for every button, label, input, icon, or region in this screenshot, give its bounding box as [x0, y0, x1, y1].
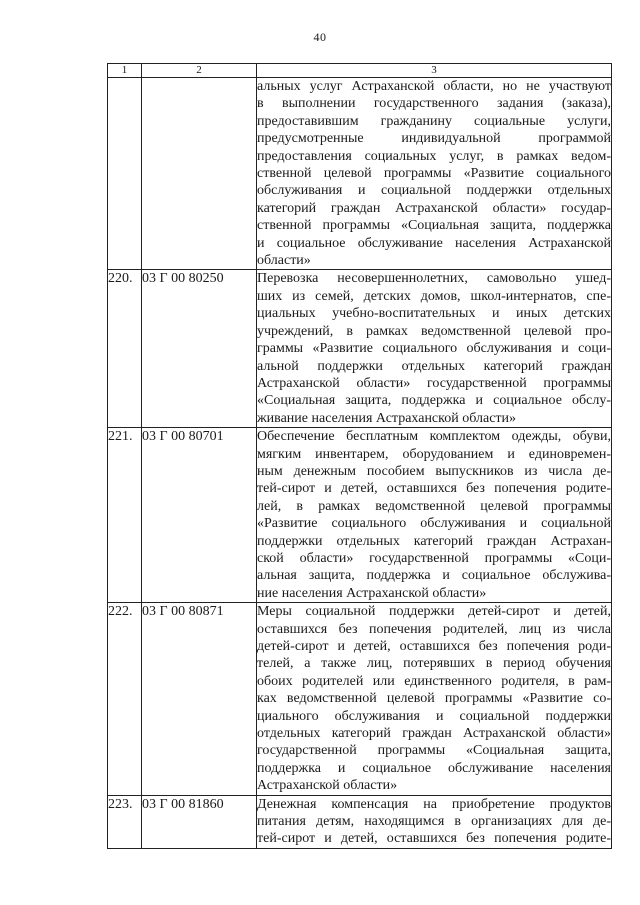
description-line: поддержки отдельных категорий граждан Астрахан-	[257, 533, 611, 549]
classification-code: 03 Г 00 80250	[142, 270, 257, 428]
description-line: граммы «Развитие социального обслуживания и соци-	[257, 341, 611, 357]
column-header-description: 3	[257, 64, 612, 78]
classification-code: 03 Г 00 81860	[142, 795, 257, 848]
description-line: циальных учебно-воспитательных и иных детских	[257, 306, 611, 322]
description-line: предусмотренные индивидуальной программой	[257, 131, 611, 147]
column-header-number: 1	[108, 64, 142, 78]
description-line: ственной программы «Социальная защита, поддержка	[257, 218, 611, 234]
description-line: ской области» государственной программы «Соци-	[257, 550, 611, 566]
description-line: тей-сирот и детей, оставшихся без попечения родите-	[257, 481, 611, 497]
classification-code: 03 Г 00 80701	[142, 428, 257, 603]
description-line: живание населения Астраханской области»	[257, 410, 517, 426]
description-line: «Развитие социального обслуживания и социальной	[257, 516, 611, 532]
description-line: Астраханской области»	[257, 778, 398, 794]
description-line: обслуживания и социальной поддержки отдельных	[257, 183, 611, 199]
description-line: ших из семей, детских домов, школ-интернатов, спе-	[257, 288, 611, 304]
description-line: ственной целевой программы «Развитие социального	[257, 166, 611, 182]
description-line: обоих родителей или единственного родителя, в рам-	[257, 673, 611, 689]
description-line: области»	[257, 253, 311, 269]
description-line: циального обслуживания и социальной поддержки	[257, 708, 611, 724]
expense-description	[257, 795, 612, 848]
description-line: в выполнении государственного задания (заказа),	[257, 96, 611, 112]
table-row	[108, 795, 612, 848]
description-line: мягким инвентарем, оборудованием и единовремен-	[257, 446, 611, 462]
description-line: и социальное обслуживание населения Астраханской	[257, 235, 611, 251]
description-line: учреждений, в рамках ведомственной целевой про-	[257, 323, 611, 339]
description-line: поддержка и социальное обслуживание населения	[257, 760, 611, 776]
column-header-code: 2	[142, 64, 257, 78]
description-line: Астраханской области» государственной программы	[257, 375, 611, 391]
row-number: 222.	[108, 603, 142, 795]
description-line: Перевозка несовершеннолетних, самовольно ушед-	[257, 271, 611, 287]
expense-description	[257, 428, 612, 603]
header-row	[108, 64, 612, 78]
row-number: 223.	[108, 795, 142, 848]
expense-description	[257, 78, 612, 270]
description-line: отдельных категорий граждан Астраханской области»	[257, 726, 611, 742]
classification-code: 03 Г 00 80871	[142, 603, 257, 795]
table-row	[108, 603, 612, 795]
description-line: ние населения Астраханской области»	[257, 585, 487, 601]
description-line: Меры социальной поддержки детей-сирот и детей,	[257, 604, 611, 620]
description-line: альных услуг Астраханской области, но не участвуют	[257, 79, 611, 94]
description-line: тей-сирот и детей, оставшихся без попечения родите-	[257, 831, 611, 847]
description-line: питания детям, находящимся в организациях для де-	[257, 814, 611, 830]
description-line: Денежная компенсация на приобретение продуктов	[257, 796, 611, 812]
description-line: оставшихся без попечения родителей, лиц из числа	[257, 621, 611, 637]
description-line: ным денежным пособием выпускников из числа де-	[257, 463, 611, 479]
description-line: категорий граждан Астраханской области» государ-	[257, 200, 611, 216]
table-row	[108, 270, 612, 428]
expense-description	[257, 603, 612, 795]
classification-code	[142, 78, 257, 270]
table-row	[108, 428, 612, 603]
description-line: предоставления социальных услуг, в рамках ведом-	[257, 148, 611, 164]
description-line: государственной программы «Социальная защита,	[257, 743, 611, 759]
table-row	[108, 78, 612, 270]
row-number: 221.	[108, 428, 142, 603]
description-line: детей-сирот и детей, оставшихся без попечения роди-	[257, 639, 611, 654]
budget-classification-table	[107, 63, 612, 849]
description-line: Обеспечение бесплатным комплектом одежды, обуви,	[257, 429, 611, 445]
row-number	[108, 78, 142, 270]
description-line: лей, в рамках ведомственной целевой программы	[257, 498, 611, 514]
page-number: 40	[313, 30, 327, 44]
description-line: альной поддержки отдельных категорий граждан	[257, 358, 611, 374]
description-line: альная защита, поддержка и социальное обслужива-	[257, 568, 611, 584]
row-number: 220.	[108, 270, 142, 428]
description-line: предоставившим гражданину социальные услуги,	[257, 113, 611, 129]
table-body	[108, 78, 612, 849]
description-line: «Социальная защита, поддержка и социальное обслу-	[257, 393, 611, 409]
expense-description	[257, 270, 612, 428]
description-line: телей, а также лиц, потерявших в период обучения	[257, 656, 611, 672]
description-line: ках ведомственной целевой программы «Развитие со-	[257, 691, 611, 707]
